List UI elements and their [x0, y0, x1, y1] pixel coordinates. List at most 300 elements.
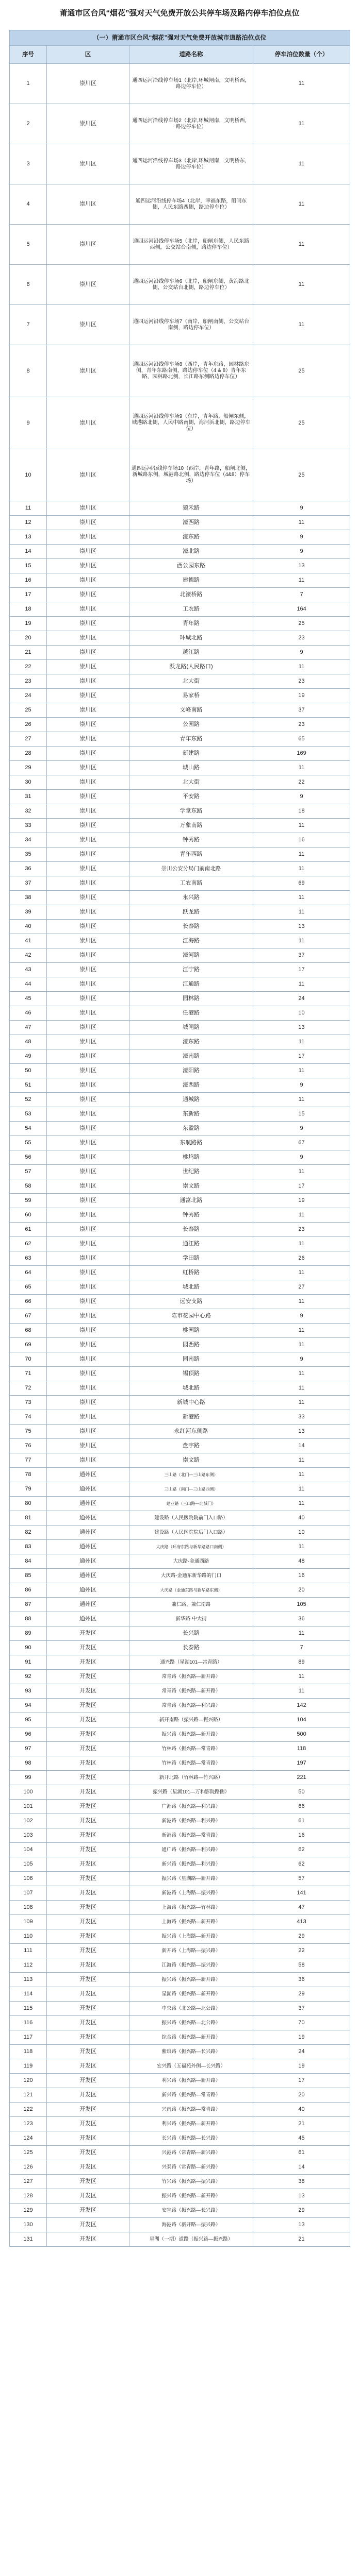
row-district: 开发区	[47, 1958, 129, 1973]
row-road-name: 兼仁路、兼仁南路	[129, 1598, 253, 1612]
table-row	[10, 2088, 350, 2103]
row-district: 崇川区	[47, 1439, 129, 1453]
row-road-name: 东盈路	[129, 1122, 253, 1136]
row-count: 19	[253, 2030, 350, 2045]
row-road-name: 江宁路	[129, 963, 253, 977]
row-district: 崇川区	[47, 747, 129, 761]
row-count: 413	[253, 1915, 350, 1929]
table-row	[10, 1396, 350, 1410]
parking-table	[9, 30, 350, 2247]
row-road-name: 北大街	[129, 775, 253, 790]
table-row	[10, 530, 350, 545]
row-road-name: 新兴路（振兴路—常青路）	[129, 2088, 253, 2103]
row-district: 崇川区	[47, 184, 129, 225]
table-row	[10, 2045, 350, 2059]
row-count: 9	[253, 790, 350, 804]
table-row	[10, 1612, 350, 1626]
row-count: 67	[253, 1136, 350, 1150]
row-index: 89	[10, 1626, 47, 1641]
row-count: 48	[253, 1554, 350, 1569]
row-district: 开发区	[47, 1973, 129, 1987]
row-count: 11	[253, 1237, 350, 1251]
row-district: 崇川区	[47, 305, 129, 345]
row-road-name: 上海路（振兴路—竹林路）	[129, 1901, 253, 1915]
table-row	[10, 64, 350, 104]
row-road-name: 三山路（北门—三山路东侧）	[129, 1468, 253, 1482]
row-index: 30	[10, 775, 47, 790]
row-count: 50	[253, 1785, 350, 1800]
row-road-name: 狼禾路	[129, 501, 253, 516]
row-road-name: 兴泰路（常青路—新兴路）	[129, 2160, 253, 2175]
row-district: 崇川区	[47, 1295, 129, 1309]
row-district: 崇川区	[47, 1381, 129, 1396]
row-index: 33	[10, 819, 47, 833]
row-index: 130	[10, 2218, 47, 2232]
row-count: 11	[253, 144, 350, 184]
row-district: 崇川区	[47, 1122, 129, 1136]
row-index: 13	[10, 530, 47, 545]
row-count: 11	[253, 660, 350, 674]
row-road-name: 通城路	[129, 1093, 253, 1107]
row-index: 40	[10, 920, 47, 934]
table-row	[10, 1309, 350, 1324]
row-index: 27	[10, 732, 47, 747]
row-road-name: 江海路（振兴路—振兴路）	[129, 1958, 253, 1973]
table-row	[10, 1699, 350, 1713]
row-count: 11	[253, 1497, 350, 1511]
row-district: 崇川区	[47, 1367, 129, 1381]
row-district: 开发区	[47, 1626, 129, 1641]
row-index: 52	[10, 1093, 47, 1107]
row-district: 崇川区	[47, 732, 129, 747]
row-district: 开发区	[47, 1670, 129, 1684]
row-index: 123	[10, 2117, 47, 2131]
row-count: 40	[253, 2103, 350, 2117]
row-index: 8	[10, 345, 47, 397]
row-count: 62	[253, 1843, 350, 1857]
table-row	[10, 1006, 350, 1021]
row-count: 11	[253, 1381, 350, 1396]
row-index: 100	[10, 1785, 47, 1800]
row-count: 11	[253, 1396, 350, 1410]
row-index: 109	[10, 1915, 47, 1929]
row-road-name: 利兴路（振兴路—新开路）	[129, 2074, 253, 2088]
row-count: 11	[253, 573, 350, 588]
row-road-name: 综合路（振兴路—新开路）	[129, 2030, 253, 2045]
row-road-name: 竹兴路（振兴路—振兴路）	[129, 2175, 253, 2189]
table-body	[10, 30, 350, 2247]
row-district: 崇川区	[47, 891, 129, 905]
row-count: 11	[253, 1035, 350, 1049]
row-index: 55	[10, 1136, 47, 1150]
row-count: 47	[253, 1901, 350, 1915]
row-index: 25	[10, 703, 47, 718]
row-road-name: 城山路	[129, 761, 253, 775]
row-road-name: 工农路	[129, 602, 253, 617]
row-district: 开发区	[47, 2117, 129, 2131]
row-count: 33	[253, 1410, 350, 1425]
row-index: 9	[10, 397, 47, 449]
table-row	[10, 2059, 350, 2074]
row-count: 11	[253, 819, 350, 833]
table-row	[10, 703, 350, 718]
row-road-name: 通四运河沿线停车场9（东岸，青年路，船闸东侧，城港路北侧，人民中路南侧，海河浜北侧，路边停车位）	[129, 397, 253, 449]
row-road-name: 青年西路	[129, 848, 253, 862]
row-road-name: 建设路（人民医院院后门入口路）	[129, 1526, 253, 1540]
row-road-name: 青年路	[129, 617, 253, 631]
row-road-name: 广源路（振兴路—利兴路）	[129, 1800, 253, 1814]
row-road-name: 北大街	[129, 674, 253, 689]
table-row	[10, 1684, 350, 1699]
table-row	[10, 1251, 350, 1266]
row-road-name: 通四运河沿线停车场2（北岸,环城闸南，文明桥西，路边停车位）	[129, 104, 253, 144]
row-index: 72	[10, 1381, 47, 1396]
table-row	[10, 1064, 350, 1078]
row-district: 通州区	[47, 1468, 129, 1482]
row-road-name: 濠阳路	[129, 1064, 253, 1078]
row-count: 15	[253, 1107, 350, 1122]
row-road-name: 兴南路（振兴路—常青路）	[129, 2103, 253, 2117]
row-count: 11	[253, 977, 350, 992]
row-road-name: 公园路	[129, 718, 253, 732]
header-index: 序号	[10, 46, 47, 64]
row-index: 104	[10, 1843, 47, 1857]
table-row	[10, 1670, 350, 1684]
row-index: 82	[10, 1526, 47, 1540]
row-count: 11	[253, 104, 350, 144]
table-row	[10, 1223, 350, 1237]
row-road-name: 安宣路（振兴路—长兴路）	[129, 2204, 253, 2218]
table-row	[10, 1078, 350, 1093]
row-index: 39	[10, 905, 47, 920]
table-row	[10, 1626, 350, 1641]
row-road-name: 新开路（上海路—振兴路）	[129, 1944, 253, 1958]
row-count: 9	[253, 1122, 350, 1136]
row-road-name: 紫琅路（振兴路—长兴路）	[129, 2045, 253, 2059]
table-row	[10, 305, 350, 345]
row-district: 开发区	[47, 2074, 129, 2088]
row-district: 崇川区	[47, 1078, 129, 1093]
row-district: 崇川区	[47, 1150, 129, 1165]
row-road-name: 越江路	[129, 646, 253, 660]
table-row	[10, 1785, 350, 1800]
table-row	[10, 631, 350, 646]
table-row	[10, 617, 350, 631]
column-header-row	[10, 46, 350, 64]
table-row	[10, 934, 350, 948]
row-district: 崇川区	[47, 775, 129, 790]
row-count: 23	[253, 674, 350, 689]
row-index: 23	[10, 674, 47, 689]
table-row	[10, 345, 350, 397]
row-index: 22	[10, 660, 47, 674]
row-district: 崇川区	[47, 1064, 129, 1078]
row-count: 7	[253, 1641, 350, 1655]
row-road-name: 桃坞路	[129, 1150, 253, 1165]
row-road-name: 通四运河沿线停车场5（北岸，船闸东侧，人民东路西侧，公交站台南侧，路边停车位）	[129, 225, 253, 265]
row-count: 14	[253, 1439, 350, 1453]
row-count: 11	[253, 934, 350, 948]
row-index: 16	[10, 573, 47, 588]
row-road-name: 大庆路-金通东新华路的门口	[129, 1569, 253, 1583]
row-district: 通州区	[47, 1583, 129, 1598]
row-district: 开发区	[47, 2030, 129, 2045]
row-road-name: 新港路	[129, 1410, 253, 1425]
table-row	[10, 1150, 350, 1165]
row-index: 37	[10, 876, 47, 891]
row-district: 崇川区	[47, 530, 129, 545]
row-count: 11	[253, 1093, 350, 1107]
table-row	[10, 674, 350, 689]
row-index: 18	[10, 602, 47, 617]
row-index: 62	[10, 1237, 47, 1251]
row-district: 崇川区	[47, 862, 129, 876]
row-count: 23	[253, 1223, 350, 1237]
row-index: 66	[10, 1295, 47, 1309]
table-row	[10, 573, 350, 588]
row-road-name: 新开北路（竹林路—竹兴路）	[129, 1771, 253, 1785]
row-road-name: 濠南路	[129, 1049, 253, 1064]
row-district: 崇川区	[47, 617, 129, 631]
table-row	[10, 588, 350, 602]
section-header-row	[10, 30, 350, 46]
row-district: 崇川区	[47, 631, 129, 646]
row-district: 崇川区	[47, 1324, 129, 1338]
row-count: 11	[253, 1468, 350, 1482]
row-district: 崇川区	[47, 397, 129, 449]
row-district: 通州区	[47, 1554, 129, 1569]
row-count: 21	[253, 2117, 350, 2131]
row-district: 开发区	[47, 2218, 129, 2232]
row-district: 崇川区	[47, 1237, 129, 1251]
table-row	[10, 646, 350, 660]
row-count: 11	[253, 1540, 350, 1554]
row-road-name: 通四运河沿线停车场4（北岸，幸福东路，船闸东侧，人民东路西侧，路边停车位）	[129, 184, 253, 225]
row-count: 22	[253, 775, 350, 790]
row-count: 9	[253, 1352, 350, 1367]
table-row	[10, 1468, 350, 1482]
table-row	[10, 761, 350, 775]
row-district: 崇川区	[47, 345, 129, 397]
row-count: 11	[253, 225, 350, 265]
table-row	[10, 718, 350, 732]
row-district: 崇川区	[47, 1453, 129, 1468]
row-index: 114	[10, 1987, 47, 2002]
table-row	[10, 516, 350, 530]
row-district: 崇川区	[47, 674, 129, 689]
row-index: 76	[10, 1439, 47, 1453]
row-count: 141	[253, 1886, 350, 1901]
row-index: 7	[10, 305, 47, 345]
row-count: 25	[253, 617, 350, 631]
row-road-name: 长泰路	[129, 1223, 253, 1237]
table-row	[10, 2103, 350, 2117]
table-row	[10, 449, 350, 501]
row-index: 99	[10, 1771, 47, 1785]
table-row	[10, 689, 350, 703]
row-index: 1	[10, 64, 47, 104]
row-district: 崇川区	[47, 1396, 129, 1410]
row-count: 65	[253, 732, 350, 747]
table-row	[10, 1929, 350, 1944]
row-count: 37	[253, 703, 350, 718]
row-road-name: 平安路	[129, 790, 253, 804]
row-index: 50	[10, 1064, 47, 1078]
row-index: 85	[10, 1569, 47, 1583]
row-count: 9	[253, 501, 350, 516]
table-row	[10, 1944, 350, 1958]
row-index: 92	[10, 1670, 47, 1684]
table-row	[10, 1540, 350, 1554]
row-count: 29	[253, 1987, 350, 2002]
row-road-name: 城闸路	[129, 1021, 253, 1035]
row-road-name: 中央路（北公路—北公路）	[129, 2002, 253, 2016]
row-index: 71	[10, 1367, 47, 1381]
table-row	[10, 1828, 350, 1843]
row-road-name: 上海路（振兴路—新开路）	[129, 1915, 253, 1929]
row-district: 通州区	[47, 1569, 129, 1583]
row-road-name: 长兴路	[129, 1626, 253, 1641]
row-index: 95	[10, 1713, 47, 1727]
row-road-name: 通四运河沿线停车场10（西岸，青年路，船闸北侧，新城路东侧，城港路北侧，路边停车位（4&8）停车场）	[129, 449, 253, 501]
table-row	[10, 1049, 350, 1064]
table-row	[10, 2232, 350, 2247]
row-district: 开发区	[47, 2002, 129, 2016]
row-road-name: 工农南路	[129, 876, 253, 891]
row-district: 通州区	[47, 1612, 129, 1626]
row-count: 25	[253, 397, 350, 449]
row-count: 13	[253, 2189, 350, 2204]
row-count: 10	[253, 1526, 350, 1540]
table-row	[10, 1727, 350, 1742]
row-index: 78	[10, 1468, 47, 1482]
row-road-name: 星湖（一期）道路（振兴路—振兴路）	[129, 2232, 253, 2247]
table-row	[10, 602, 350, 617]
row-count: 19	[253, 1194, 350, 1208]
row-index: 19	[10, 617, 47, 631]
row-road-name: 大庆路（环府东路与新华路路口南侧）	[129, 1540, 253, 1554]
row-road-name: 跃龙路(人民路口)	[129, 660, 253, 674]
row-count: 62	[253, 1857, 350, 1872]
row-road-name: 振兴路（上海路—新开路）	[129, 1929, 253, 1944]
table-row	[10, 545, 350, 559]
row-road-name: 崇文路	[129, 1453, 253, 1468]
section-title: （一）莆通市区台风“烟花”强对天气免费开放城市道路泊位点位	[10, 30, 350, 46]
row-district: 开发区	[47, 1843, 129, 1857]
row-road-name: 大庆路（金通东路与新华路东侧）	[129, 1583, 253, 1598]
row-count: 61	[253, 1814, 350, 1828]
row-district: 崇川区	[47, 1093, 129, 1107]
row-road-name: 常青路（振兴路—新开路）	[129, 1670, 253, 1684]
row-count: 23	[253, 631, 350, 646]
row-district: 崇川区	[47, 920, 129, 934]
row-road-name: 城北路	[129, 1280, 253, 1295]
table-row	[10, 2074, 350, 2088]
table-row	[10, 876, 350, 891]
row-index: 3	[10, 144, 47, 184]
table-row	[10, 2204, 350, 2218]
row-index: 116	[10, 2016, 47, 2030]
row-road-name: 桃园路	[129, 1324, 253, 1338]
row-district: 开发区	[47, 2175, 129, 2189]
row-district: 崇川区	[47, 1352, 129, 1367]
row-road-name: 新港路（上海路—振兴路）	[129, 1886, 253, 1901]
row-district: 崇川区	[47, 1021, 129, 1035]
header-road: 道路名称	[129, 46, 253, 64]
row-district: 崇川区	[47, 1309, 129, 1324]
row-index: 65	[10, 1280, 47, 1295]
row-count: 13	[253, 920, 350, 934]
row-count: 11	[253, 1266, 350, 1280]
table-row	[10, 1901, 350, 1915]
row-count: 17	[253, 2074, 350, 2088]
row-index: 48	[10, 1035, 47, 1049]
row-index: 121	[10, 2088, 47, 2103]
row-road-name: 振兴路（星湖路—新开路）	[129, 1872, 253, 1886]
row-index: 53	[10, 1107, 47, 1122]
row-district: 崇川区	[47, 934, 129, 948]
row-index: 11	[10, 501, 47, 516]
row-count: 118	[253, 1742, 350, 1756]
row-index: 110	[10, 1929, 47, 1944]
row-road-name: 任港路	[129, 1006, 253, 1021]
table-row	[10, 775, 350, 790]
row-index: 29	[10, 761, 47, 775]
table-row	[10, 1526, 350, 1540]
row-district: 开发区	[47, 2103, 129, 2117]
row-index: 64	[10, 1266, 47, 1280]
row-district: 开发区	[47, 1857, 129, 1872]
row-count: 21	[253, 2232, 350, 2247]
row-index: 106	[10, 1872, 47, 1886]
row-index: 56	[10, 1150, 47, 1165]
row-road-name: 园西路	[129, 1338, 253, 1352]
row-index: 127	[10, 2175, 47, 2189]
row-district: 崇川区	[47, 1425, 129, 1439]
table-row	[10, 804, 350, 819]
row-road-name: 锡顶路	[129, 1367, 253, 1381]
row-count: 11	[253, 1064, 350, 1078]
table-row	[10, 1021, 350, 1035]
row-district: 开发区	[47, 2131, 129, 2146]
row-count: 19	[253, 2059, 350, 2074]
row-count: 11	[253, 1453, 350, 1468]
header-district: 区	[47, 46, 129, 64]
row-district: 通州区	[47, 1598, 129, 1612]
row-index: 111	[10, 1944, 47, 1958]
row-district: 崇川区	[47, 689, 129, 703]
table-row	[10, 1208, 350, 1223]
row-count: 9	[253, 646, 350, 660]
row-road-name: 振兴路（星湖101—万和影院路侧）	[129, 1785, 253, 1800]
row-district: 开发区	[47, 1929, 129, 1944]
row-district: 开发区	[47, 2232, 129, 2247]
row-road-name: 海港路（新开路—振兴路）	[129, 2218, 253, 2232]
row-road-name: 通四运河沿线停车场3（北岸,环城闸南，文明桥东，路边停车位）	[129, 144, 253, 184]
table-row	[10, 1107, 350, 1122]
document-title: 莆通市区台风“烟花”强对天气免费开放公共停车场及路内停车泊位点位	[59, 9, 300, 18]
row-count: 13	[253, 559, 350, 573]
row-district: 崇川区	[47, 104, 129, 144]
row-district: 开发区	[47, 1727, 129, 1742]
row-district: 开发区	[47, 2045, 129, 2059]
row-road-name: 建业路（三山路—北城门）	[129, 1497, 253, 1511]
row-index: 44	[10, 977, 47, 992]
row-index: 10	[10, 449, 47, 501]
table-row	[10, 1569, 350, 1583]
table-row	[10, 848, 350, 862]
table-row	[10, 1655, 350, 1670]
